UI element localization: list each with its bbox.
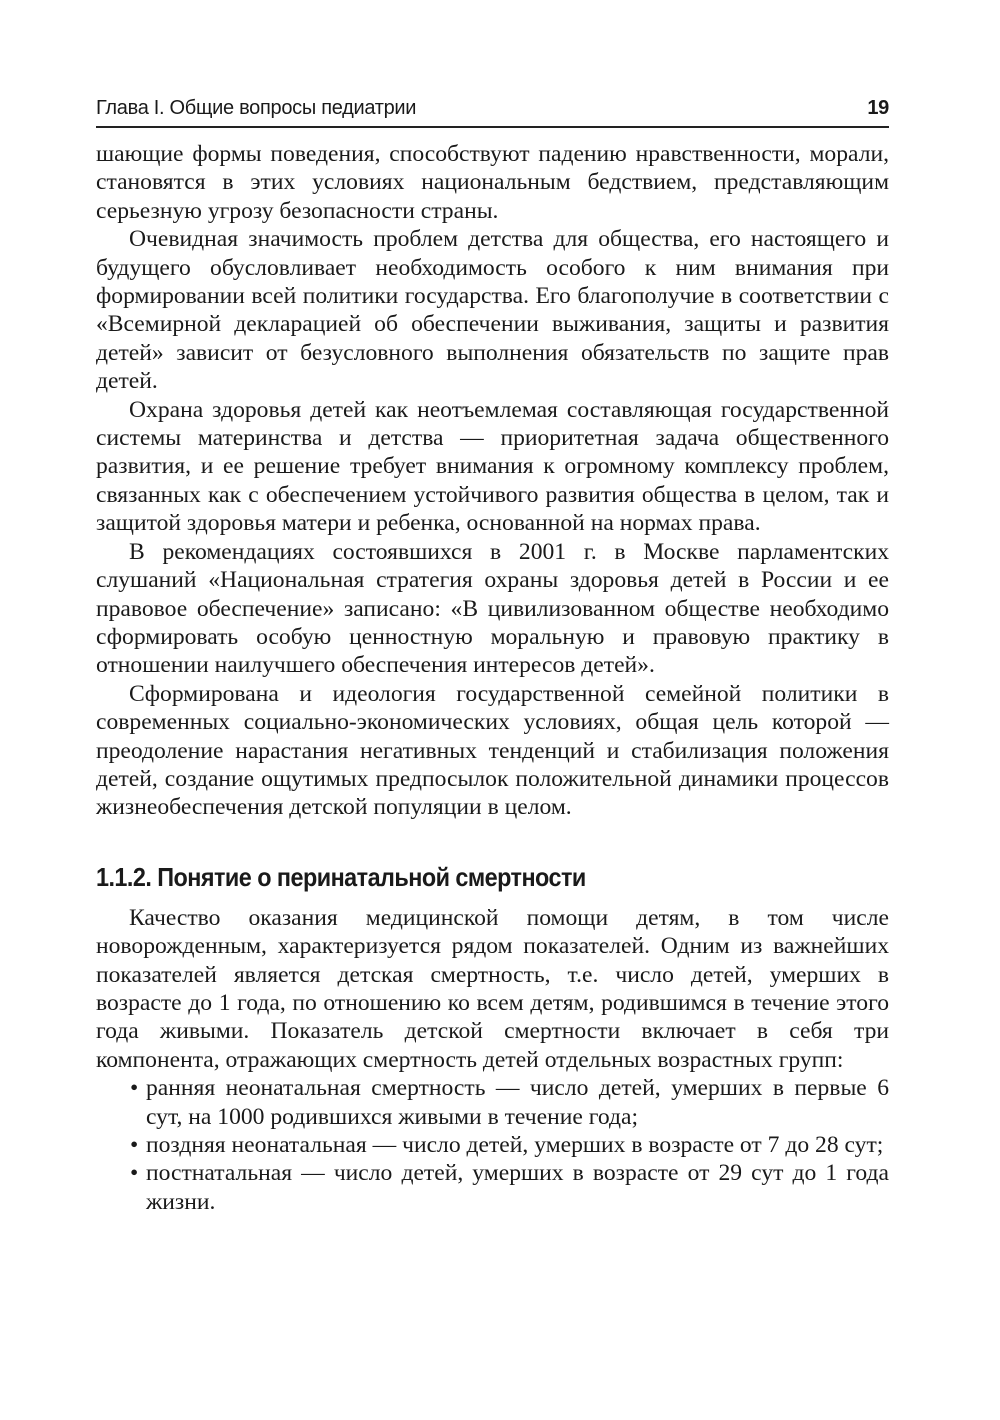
paragraph: Очевидная значимость проблем детства для общества, его настоящего и будущего обусловливает необходимость особого к ним внимания при формировании всей политики государства. Его благополучие в соответствии с «Всемирной декларацией об обеспечении выживания, защиты и развития детей» зависит от безусловного выполнения обязательств по защите прав детей. [96, 226, 889, 395]
paragraph: Охрана здоровья детей как неотъемлемая составляющая государственной системы материнства и детства — приоритетная задача общественного развития, и ее решение требует внимания к огромному комплексу проблем, связанных как с обеспечением устойчивого развития общества в целом, так и защитой здоровья матери и ребенка, основанной на нормах права. [96, 396, 889, 537]
book-page [96, 96, 889, 1216]
bullet-icon: • [130, 1160, 139, 1187]
list-item-text: ранняя неонатальная смертность — число детей, умерших в первые 6 сут, на 1000 родившихся живыми в течение года; [146, 1075, 889, 1130]
paragraph-continued: шающие формы поведения, способствуют падению нравственности, морали, становятся в этих условиях национальным бедствием, представляющим серьезную угрозу безопасности страны. [96, 141, 889, 224]
paragraph: Сформирована и идеология государственной семейной политики в современных социально-экономических условиях, общая цель которой — преодоление нарастания негативных тенденций и стабилизация положения детей, создание ощутимых предпосылок положительной динамики процессов жизнеобеспечения детской популяции в целом. [96, 680, 889, 821]
list-item [132, 1131, 889, 1159]
page-number: 19 [867, 97, 889, 119]
bullet-icon: • [130, 1075, 139, 1102]
mortality-components-list [96, 1074, 889, 1216]
bullet-icon: • [130, 1132, 139, 1158]
body-text [96, 140, 889, 1216]
list-item-text: постнатальная — число детей, умерших в возрасте от 29 сут до 1 года жизни. [146, 1160, 889, 1215]
paragraph: В рекомендациях состоявшихся в 2001 г. в Москве парламентских слушаний «Национальная стратегия охраны здоровья детей в России и ее правовое обеспечение» записано: «В цивилизованном обществе необходимо сформировать особую ценностную моральную и правовую практику в отношении наилучшего обеспечения интересов детей». [96, 538, 889, 679]
list-item [132, 1074, 889, 1131]
chapter-title: Глава I. Общие вопросы педиатрии [96, 97, 417, 119]
section-intro-paragraph: Качество оказания медицинской помощи детям, в том числе новорожденным, характеризуется рядом показателей. Одним из важнейших показателей является детская смертность, т.е. число детей, умерших в возрасте до 1 года, по отношению ко всем детям, родившимся в течение этого года живыми. Показатель детской смертности включает в себя три компонента, отражающих смертность детей отдельных возрастных групп: [96, 904, 889, 1073]
running-header [96, 96, 889, 128]
section-heading: 1.1.2. Понятие о перинатальной смертности [96, 861, 586, 892]
list-item [132, 1159, 889, 1216]
list-item-text: поздняя неонатальная — число детей, умерших в возрасте от 7 до 28 сут; [146, 1132, 884, 1158]
